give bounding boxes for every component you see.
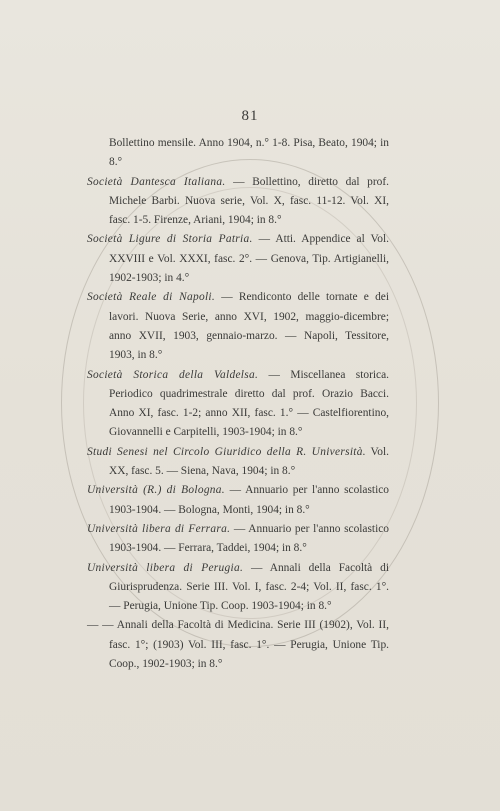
- entry-body: Vol. XX, fasc. 5. — Siena, Nava, 1904; in 8.°: [109, 445, 390, 478]
- entry-ditto-dash: — —: [87, 619, 114, 632]
- periodicals-list: [87, 134, 389, 674]
- entry-title: Studi Senesi nel Circolo Giuridico della R. Università.: [87, 445, 366, 458]
- entry-body: Bollettino mensile. Anno 1904, n.° 1-8. Pisa, Beato, 1904; in 8.°: [109, 137, 389, 169]
- entry-title: Società Reale di Napoli.: [87, 291, 216, 304]
- list-entry: [87, 366, 389, 443]
- list-entry: [87, 173, 389, 231]
- entry-title: Università libera di Perugia.: [87, 561, 244, 574]
- entry-body: — Annali della Facoltà di Giurisprudenza. Serie III. Vol. I, fasc. 2-4; Vol. II, fasc. 1°. — Perugia, Unione Tip. Coop. 1903-1904; in 8.°: [109, 561, 389, 613]
- list-entry: [87, 230, 389, 288]
- list-entry: [87, 559, 389, 617]
- list-entry: [87, 134, 389, 173]
- entry-body: — Rendiconto delle tornate e dei lavori. Nuova Serie, anno XVI, 1902, maggio-dicembre; anno XVII, 1903, gennaio-marzo. — Napoli, Tessitore, 1903, in 8.°: [109, 291, 389, 362]
- entry-body: Annali della Facoltà di Medicina. Serie III (1902), Vol. II, fasc. 1°; (1903) Vol. III, fasc. 1°. — Perugia, Unione Tip. Coop., 1902-1903; in 8.°: [109, 619, 389, 671]
- entry-body: — Annuario per l'anno scolastico 1903-1904. — Ferrara, Taddei, 1904; in 8.°: [109, 522, 389, 555]
- entry-title: Società Ligure di Storia Patria.: [87, 233, 253, 246]
- entry-body: — Annuario per l'anno scolastico 1903-1904. — Bologna, Monti, 1904; in 8.°: [109, 484, 389, 516]
- list-entry: [87, 616, 389, 674]
- list-entry: [87, 481, 389, 520]
- entry-title: Società Dantesca Italiana.: [87, 175, 226, 188]
- list-entry: [87, 443, 389, 482]
- list-entry: [87, 288, 389, 365]
- page-number: 81: [241, 108, 259, 124]
- entry-title: Università (R.) di Bologna.: [87, 484, 225, 497]
- entry-body: — Bollettino, diretto dal prof. Michele Barbi. Nuova serie, Vol. X, fasc. 11-12. Vol. XI, fasc. 1-5. Firenze, Ariani, 1904; in 8.°: [109, 175, 389, 227]
- entry-body: — Atti. Appendice al Vol. XXVIII e Vol. XXXI, fasc. 2°. — Genova, Tip. Artigianelli, 1902-1903; in 4.°: [109, 233, 390, 285]
- entry-body: — Miscellanea storica. Periodico quadrimestrale diretto dal prof. Orazio Bacci. Anno XI, fasc. 1-2; anno XII, fasc. 1.° — Castelfiorentino, Giovannelli e Carpitelli, 1903-1904; in 8.°: [109, 368, 389, 439]
- entry-title: Università libera di Ferrara.: [87, 522, 231, 535]
- entry-title: Società Storica della Valdelsa.: [87, 368, 259, 381]
- list-entry: [87, 520, 389, 559]
